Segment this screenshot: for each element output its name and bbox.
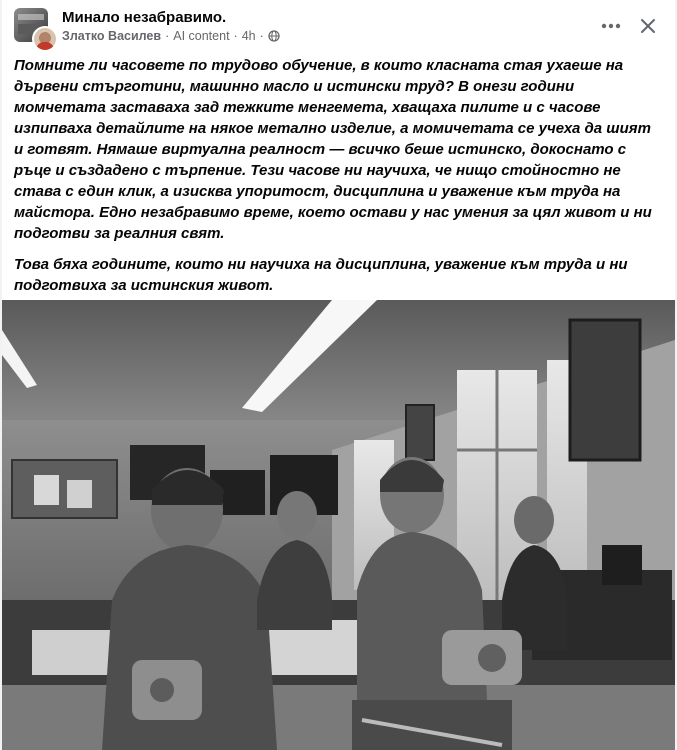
close-icon (640, 18, 656, 34)
meta-separator: · (165, 29, 170, 43)
ai-content-label[interactable]: AI content (173, 29, 230, 43)
post-paragraph: Помните ли часовете по трудово обучение, в които класната стая ухаеше на дървени стърготини, машинно масло и истински труд? В онези години момчетата заставаха зад тежките менгемета, хващаха пилите и с часове изпипваха детайлите на някое метално изделие, а момичетата се учеха да шият и готвят. Нямаше виртуална реалност — всичко беше истинско, докоснато с ръце и създадено с търпение. Тези часове ни научиха, че нищо стойностно не става с един клик, а изисква упоритост, дисциплина и уважение към труда на майстора. Едно незабравимо време, което остави у нас умения за цял живот и ни подготви за реалния свят. (14, 57, 652, 242)
group-avatar-detail (18, 14, 44, 20)
close-button[interactable] (634, 12, 662, 40)
post-paragraph: Това бяха годините, които ни научиха на дисциплина, уважение към труда и ни подготвиха за истинския живот. (14, 256, 628, 294)
meta-separator: · (259, 29, 264, 43)
group-name-link[interactable]: Минало незабравимо. (62, 9, 227, 26)
post-meta (62, 29, 280, 43)
author-avatar-shirt (36, 42, 54, 52)
more-options-button[interactable] (597, 14, 625, 38)
post-body-text (14, 55, 664, 306)
post-time-link[interactable]: 4h (241, 29, 256, 43)
avatar-group[interactable] (14, 8, 54, 48)
author-name-link[interactable]: Златко Василев (62, 29, 162, 43)
post-header (2, 0, 675, 50)
more-dots-icon (601, 23, 621, 29)
workshop-photo-illustration (2, 300, 675, 750)
post-card (2, 0, 675, 750)
post-photo[interactable] (2, 300, 675, 750)
globe-icon[interactable] (268, 30, 280, 42)
author-avatar[interactable] (32, 26, 58, 52)
meta-separator: · (233, 29, 238, 43)
